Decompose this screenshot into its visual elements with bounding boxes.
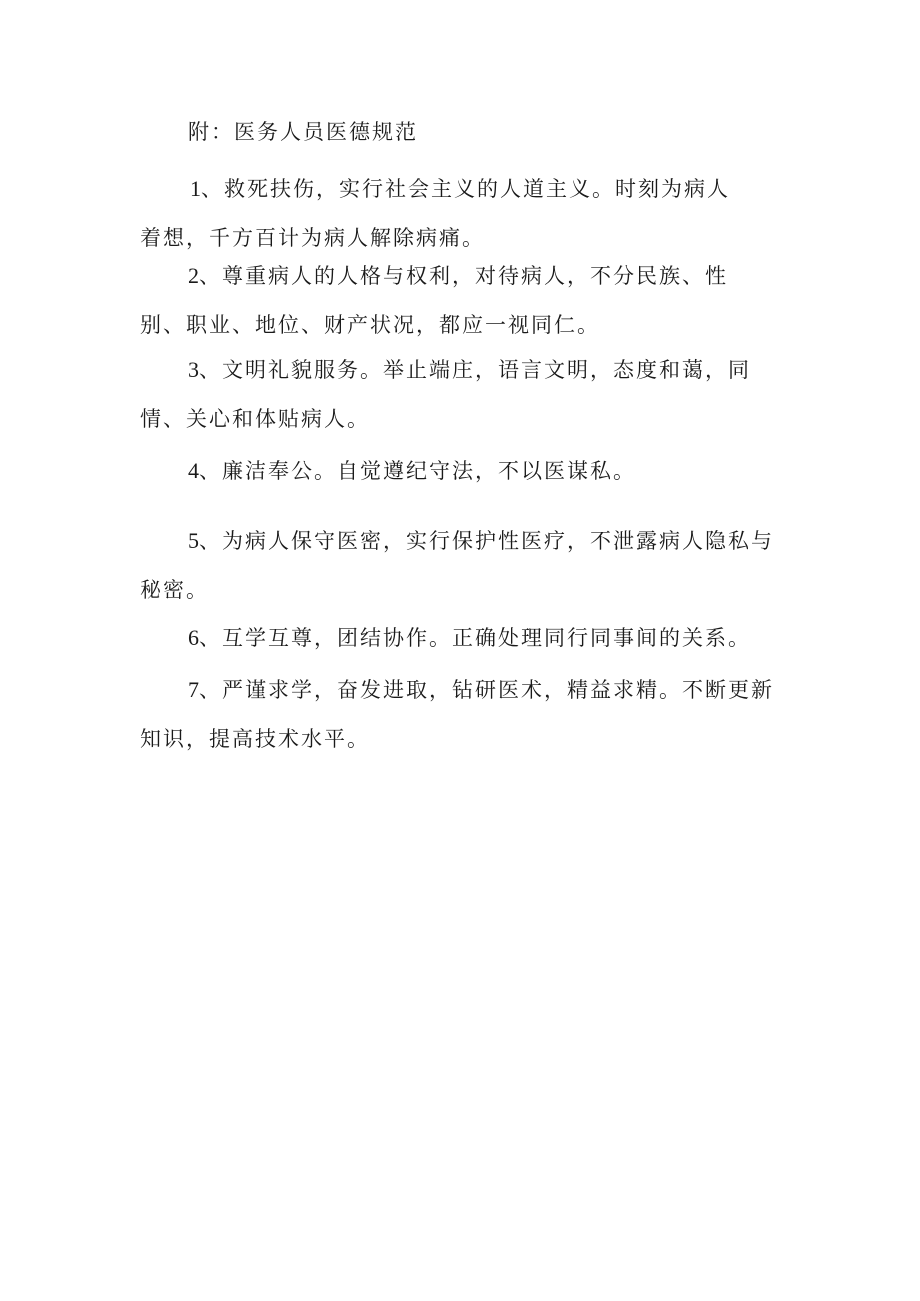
item-1-first-line <box>190 175 730 203</box>
item-5-continuation: 秘密。 <box>140 578 209 602</box>
item-4-number: 4 <box>188 458 199 483</box>
item-2-first-line <box>188 262 728 290</box>
item-7-continuation: 知识，提高技术水平。 <box>140 727 370 751</box>
item-6-text: 、互学互尊，团结协作。正确处理同行同事间的关系。 <box>199 626 751 650</box>
item-7-first-line <box>188 676 774 704</box>
item-2-number: 2 <box>188 263 199 288</box>
item-1-number: 1 <box>190 176 201 201</box>
item-4-text: 、廉洁奉公。自觉遵纪守法，不以医谋私。 <box>199 459 636 483</box>
item-5-text: 、为病人保守医密，实行保护性医疗，不泄露病人隐私与 <box>199 529 774 553</box>
item-4-first-line <box>188 457 636 485</box>
item-5-number: 5 <box>188 528 199 553</box>
item-3-text: 、文明礼貌服务。举止端庄，语言文明，态度和蔼，同 <box>199 358 751 382</box>
item-2-text: 、尊重病人的人格与权利，对待病人，不分民族、性 <box>199 264 728 288</box>
item-3-continuation: 情、关心和体贴病人。 <box>140 407 370 431</box>
item-7-number: 7 <box>188 677 199 702</box>
item-6-number: 6 <box>188 625 199 650</box>
item-6-first-line <box>188 624 751 652</box>
item-5-first-line <box>188 527 774 555</box>
item-7-text: 、严谨求学，奋发进取，钻研医术，精益求精。不断更新 <box>199 678 774 702</box>
item-3-first-line <box>188 356 751 384</box>
document-heading: 附：医务人员医德规范 <box>188 120 418 144</box>
item-1-text: 、救死扶伤，实行社会主义的人道主义。时刻为病人 <box>201 177 730 201</box>
item-1-continuation: 着想，千方百计为病人解除病痛。 <box>140 226 485 250</box>
item-2-continuation: 别、职业、地位、财产状况，都应一视同仁。 <box>140 313 600 337</box>
item-3-number: 3 <box>188 357 199 382</box>
